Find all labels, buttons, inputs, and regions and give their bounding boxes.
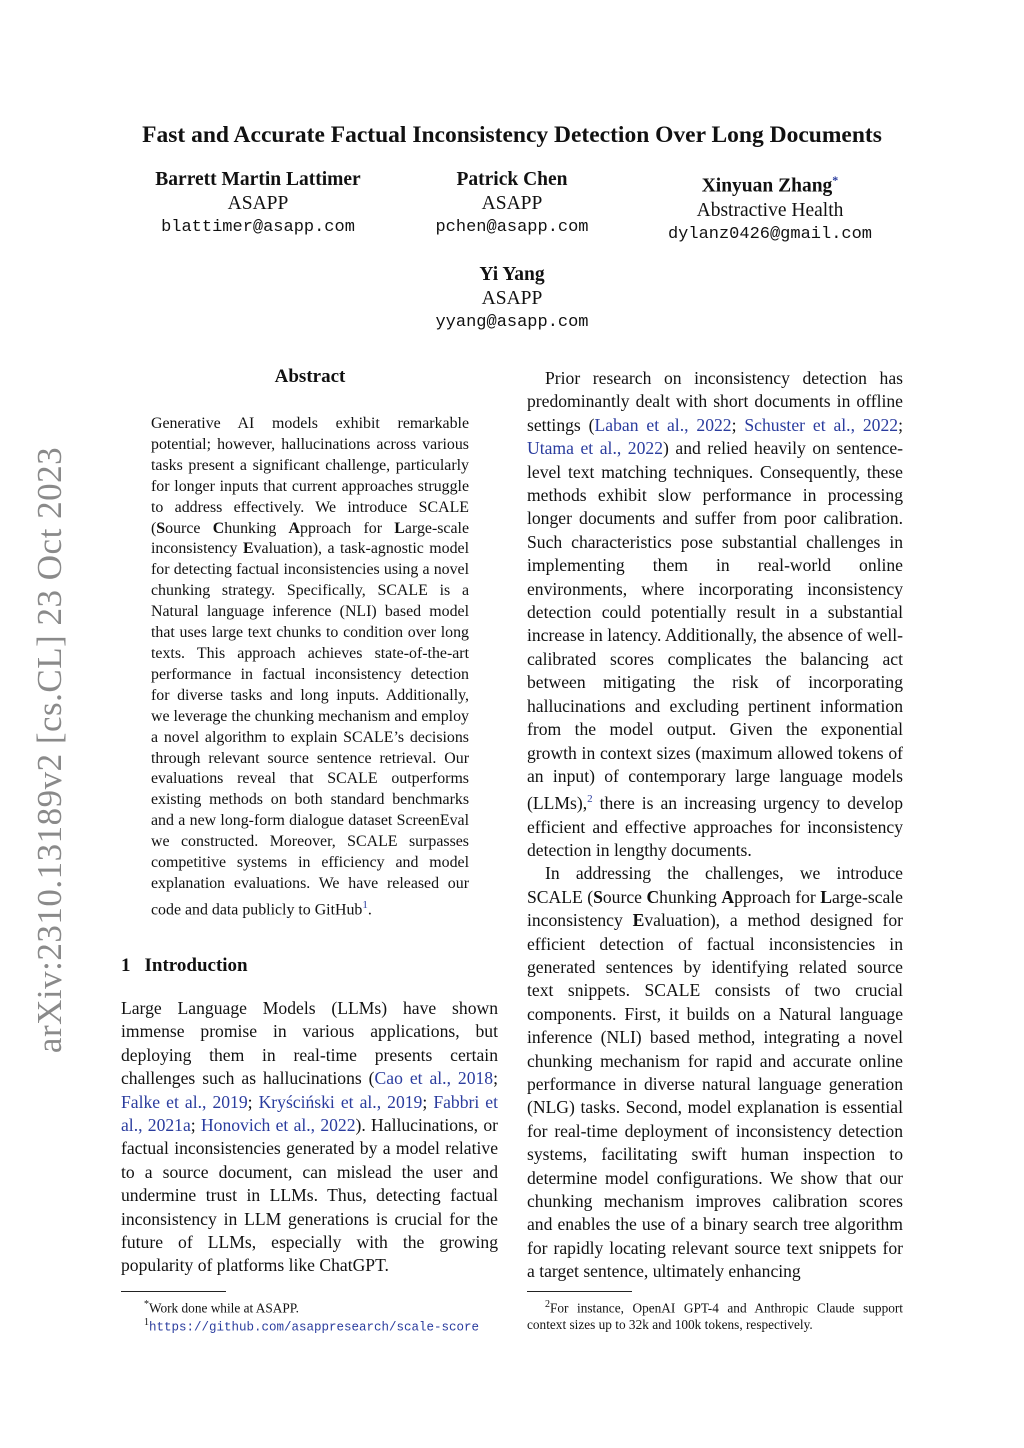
author-email[interactable]: pchen@asapp.com: [435, 218, 589, 237]
citation-link[interactable]: Kryściński et al., 2019: [258, 1091, 423, 1112]
citation-link[interactable]: Laban et al., 2022: [594, 414, 732, 435]
section-heading: [121, 955, 248, 977]
author-block: [362, 263, 662, 335]
citation-link[interactable]: Cao et al., 2018: [374, 1068, 494, 1089]
citation-link[interactable]: Utama et al., 2022: [527, 438, 663, 459]
footnote-rule: [121, 1291, 226, 1292]
author-name: Patrick Chen: [456, 169, 568, 190]
citation-link[interactable]: Fabbri et al., 2021a: [121, 1091, 498, 1136]
paper-title: Fast and Accurate Factual Inconsistency Detection Over Long Documents: [142, 122, 882, 148]
footnote: $^1$https://github.com/asappresearch/scale-score: [144, 1317, 480, 1335]
footnote: $^2$For instance, OpenAI GPT-4 and Anthropic Claude support context sizes up to 32k and 100k tokens, respectively.: [527, 1299, 903, 1333]
section-title: Introduction: [144, 955, 248, 976]
footnote: *Work done while at ASAPP.: [144, 1299, 299, 1316]
author-block: [620, 168, 920, 247]
author-affiliation: ASAPP: [481, 193, 543, 214]
author-affiliation: ASAPP: [481, 288, 543, 309]
author-affiliation: Abstractive Health: [696, 199, 844, 221]
arxiv-id: arXiv:2310.13189v2 [cs.CL] 23 Oct 2023: [30, 446, 69, 1054]
footnote-ref[interactable]: 1: [362, 898, 368, 911]
author-name: Xinyuan Zhang*: [701, 173, 839, 197]
paragraph: Prior research on inconsistency detection has predominantly dealt with short documents in offline settings (Laban et al., 2022; Schuster et al., 2022; Utama et al., 2022) and relied heavily on sentence-level text matching techniques. Consequently, these methods exhibit slow performance in processing longer documents and suffer from poor calibration. Such characteristics pose substantial challenges in implementing them in real-world online environments, where incorporating inconsistency detection could potentially result in a substantial increase in latency. Additionally, the absence of well-calibrated scores complicates the balancing act between mitigating the risk of incorporating hallucinations and excluding pertinent information from the model output. Given the exponential growth in context sizes (maximum allowed tokens of an input) of contemporary large language models (LLMs),$^2$ there is an increasing urgency to develop efficient and effective approaches for inconsistency detection in lengthy documents.: [527, 368, 903, 860]
section-number: 1: [121, 955, 131, 976]
paragraph: Large Language Models (LLMs) have shown immense promise in various applications, but deploying them in real-time presents certain challenges such as hallucinations (Cao et al., 2018; Falke et al., 2019; Kryściński et al., 2019; Fabbri et al., 2021a; Honovich et al., 2022). Hallucinations, or factual inconsistencies generated by a model relative to a source document, can mislead the user and undermine trust in LLMs. Thus, detecting factual inconsistency in LLM generations is crucial for the future of LLMs, especially with the growing popularity of platforms like ChatGPT.: [121, 998, 498, 1276]
footnote-rule: [527, 1291, 632, 1292]
author-footnote-mark[interactable]: *: [832, 173, 839, 187]
author-email[interactable]: blattimer@asapp.com: [161, 218, 355, 237]
intro-right-column: [527, 367, 903, 1284]
footnote-ref[interactable]: 2: [587, 793, 593, 806]
intro-left-column: [121, 997, 498, 1278]
author-block: [362, 168, 662, 240]
citation-link[interactable]: Honovich et al., 2022: [200, 1115, 356, 1136]
abstract-text: Generative AI models exhibit remarkable potential; however, hallucinations across various tasks present a significant challenge, particularly for longer inputs that current approaches struggle to address effectively. We introduce SCALE (Source Chunking Approach for Large-scale inconsistency Evaluation), a task-agnostic model for detecting factual inconsistencies using a novel chunking strategy. Specifically, SCALE is a Natural language inference (NLI) based model that uses large text chunks to condition over long texts. This approach achieves state-of-the-art performance in factual inconsistency detection for diverse tasks and long inputs. Additionally, we leverage the chunking mechanism and employ a novel algorithm to explain SCALE’s decisions through relevant source sentence retrieval. Our evaluations reveal that SCALE outperforms existing methods on both standard benchmarks and a new long-form dialogue dataset ScreenEval we constructed. Moreover, SCALE surpasses competitive systems in efficiency and model explanation evaluations. We have released our code and data publicly to GitHub$^1$.: [151, 415, 469, 919]
author-email[interactable]: yyang@asapp.com: [435, 313, 589, 332]
citation-link[interactable]: Falke et al., 2019: [121, 1091, 248, 1112]
paragraph: In addressing the challenges, we introduce SCALE (Source Chunking Approach for Large-scale inconsistency Evaluation), a method designed for efficient detection of factual inconsistencies in generated sentences by identifying related source text snippets. SCALE consists of two crucial components. First, it builds on a Natural language inference (NLI) based method, integrating a novel chunking mechanism for rapid and accurate online performance in diverse natural language generation (NLG) tasks. Second, model explanation is essential for real-time deployment of inconsistency detection systems, facilitating swift human inspection to determine model configurations. We show that our chunking mechanism improves calibration scores and enables the use of a binary search tree algorithm for rapidly locating relevant source text snippets for a target sentence, ultimately enhancing: [527, 863, 903, 1282]
author-name: Barrett Martin Lattimer: [155, 169, 361, 190]
citation-link[interactable]: Schuster et al., 2022: [744, 414, 899, 435]
author-name: Yi Yang: [479, 264, 545, 285]
author-affiliation: ASAPP: [227, 193, 289, 214]
github-link[interactable]: https://github.com/asappresearch/scale-score: [149, 1320, 480, 1335]
abstract-heading: Abstract: [274, 366, 346, 387]
arxiv-watermark: [20, 430, 80, 1070]
author-email[interactable]: dylanz0426@gmail.com: [667, 224, 873, 244]
